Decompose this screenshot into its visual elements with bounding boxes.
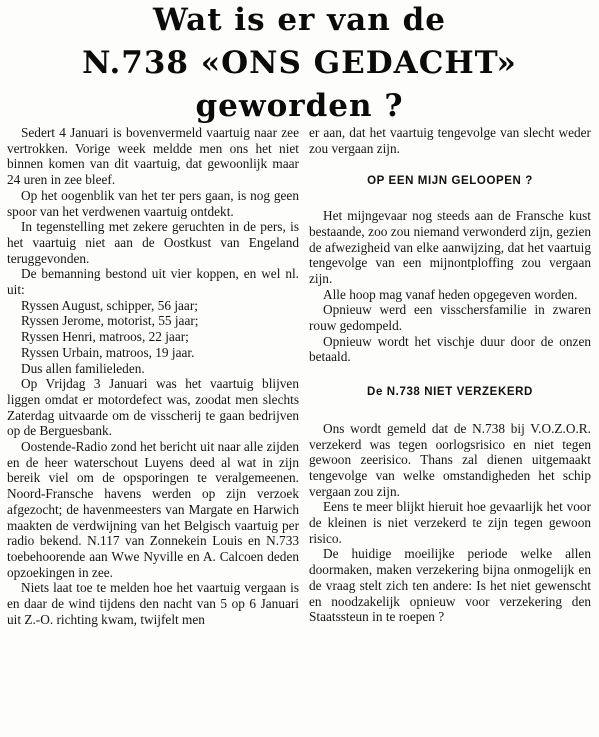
article-column-right — [309, 125, 591, 737]
headline-line-3: geworden ? — [195, 88, 404, 124]
paragraph: In tegenstelling met zekere geruchten in de pers, is het vaartuig niet aan de Oostkust van Engeland teruggevonden. — [7, 219, 299, 266]
paragraph: Oostende-Radio zond het bericht uit naar alle zijden en de heer waterschout Luyens deed al wat in zijn bereik viel om de opsporingen te veralgemeenen. Noord-Fransche havens werden op zijn verzoek afgezocht; de havenmeesters van Margate en Harwich maakten de verdwijning van het Belgisch vaartuig per radio bekend. N.117 van Zonnekein Louis en N.733 toebehoorende aan Wwe Nyville en A. Calcoen deden opzoekingen in zee. — [7, 439, 299, 580]
paragraph: Sedert 4 Januari is bovenvermeld vaartuig naar zee vertrokken. Vorige week meldde men ons het niet binnen komen van dit vaartuig, dat gewoonlijk maar 24 uren in zee bleef. — [7, 125, 299, 188]
paragraph: Alle hoop mag vanaf heden opgegeven worden. — [323, 286, 578, 302]
paragraph: De bemanning bestond uit vier koppen, en wel nl. uit: — [7, 266, 299, 298]
paragraph: Op Vrijdag 3 Januari was het vaartuig blijven liggen omdat er motordefect was, zoodat men slechts Zaterdag uitvaarde om de visscherij te gaan bedrijven op de Berguesbank. — [7, 376, 299, 439]
headline-line-1: Wat is er van de — [152, 2, 447, 38]
crew-member: Ryssen Jerome, motorist, 55 jaar; — [21, 313, 199, 329]
subheading-mine: OP EEN MIJN GELOOPEN ? — [367, 175, 533, 188]
paragraph: Het mijngevaar nog steeds aan de Fransche kust bestaande, zoo zou niemand verwonderd zijn, gezien de afwezigheid van elke aanwijzing, dat het vaartuig tengevolge van een mijnontploffing zou vergaan zijn. — [309, 208, 591, 286]
paragraph: Dus allen familieleden. — [21, 360, 145, 376]
paragraph: Opnieuw werd een visschersfamilie in zwaren rouw gedompeld. — [309, 302, 591, 334]
paragraph: Ons wordt gemeld dat de N.738 bij V.O.Z.O.R. verzekerd was tegen oorlogsrisico en niet tegen gewoon zeerisico. Thans zal dienen uitgemaakt tengevolge van welke omstandigheden het schip vergaan zou zijn. — [309, 420, 591, 499]
subheading-not-insured: De N.738 NIET VERZEKERD — [367, 386, 533, 399]
crew-member: Ryssen August, schipper, 56 jaar; — [21, 297, 198, 313]
crew-list — [7, 298, 299, 361]
headline-line-2: N.738 «ONS GEDACHT» — [82, 45, 517, 81]
article-column-left — [7, 125, 299, 737]
paragraph: er aan, dat het vaartuig tengevolge van slecht weder zou vergaan zijn. — [309, 125, 591, 156]
crew-member: Ryssen Urbain, matroos, 19 jaar. — [21, 344, 195, 360]
paragraph: Eens te meer blijkt hieruit hoe gevaarlijk het voor de kleinen is niet verzekerd te zijn tegen gewoon risico. — [309, 499, 591, 546]
paragraph: Niets laat toe te melden hoe het vaartuig vergaan is en daar de wind tijdens den nacht van 5 op 6 Januari uit Z.-O. richting kwam, twijfelt men — [7, 580, 299, 627]
paragraph: De huidige moeilijke periode welke allen doormaken, maken verzekering bijna onmogelijk en de vraag stelt zich ten andere: Is het niet gewenscht en noodzakelijk opnieuw voor verzekering den Staatssteun in te roepen ? — [309, 546, 591, 625]
paragraph: Op het oogenblik van het ter pers gaan, is nog geen spoor van het verdwenen vaartuig ontdekt. — [7, 187, 299, 219]
crew-member: Ryssen Henri, matroos, 22 jaar; — [21, 329, 189, 345]
paragraph: Opnieuw wordt het vischje duur door de onzen betaald. — [309, 333, 591, 365]
